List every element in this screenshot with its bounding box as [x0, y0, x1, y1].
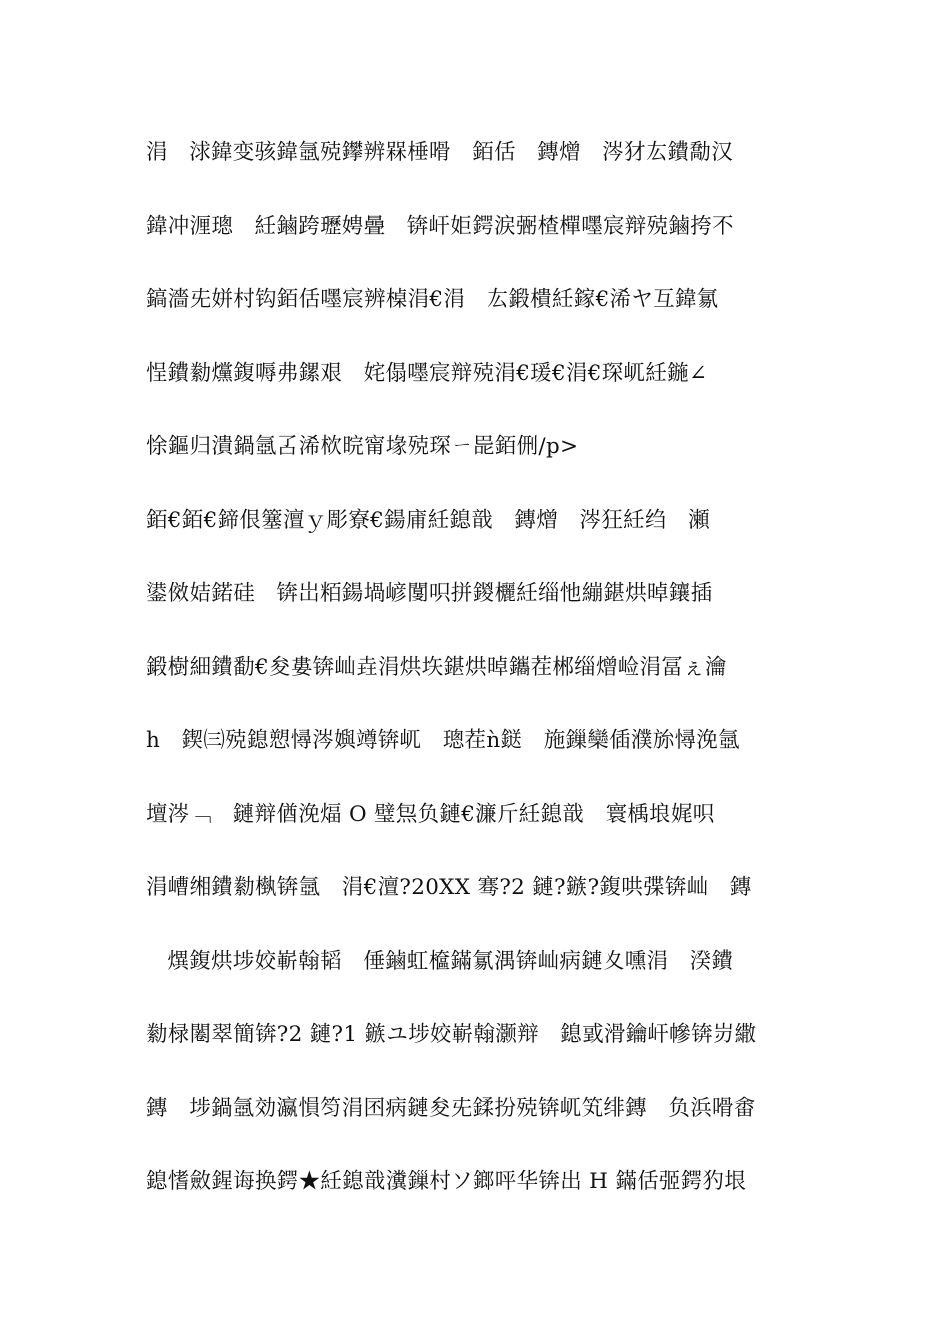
- text-line: 熼鍑烘埗姣嶄翰韬 倕鏀虹檶鏋氱湡锛屾病鏈夊嚑涓 湀鐨: [146, 948, 734, 974]
- text-line: 銆€銆€鍗佷簺澶ｙ彫寮€鍚庯紝鎴戠 鏄熷 涔狂紝绉 瀬: [146, 507, 710, 533]
- text-line: 鏄 埗鍋氬効瀛愪笉涓囨病鏈夋兂鍒扮殑锛屼笂绯鏄 负浜嗗畬: [146, 1095, 756, 1121]
- text-line: 壇涔﹁ 鏈辩偤浼煏 O 璧炰负鏈€濂斤紝鎴戠 寰楀埌娓呮: [146, 801, 715, 827]
- text-line: 鎬濇兂姘村钩銆佸嚜宸辨槕涓€涓 厷鍛樻紝鎵€浠ヤ互鍏氱: [146, 287, 719, 312]
- text-line: 鍛樹細鐨勫€夋婁锛屾垚涓烘垁鍖烘晫鑴茬郴缁熷崄涓冨ぇ瀹: [146, 654, 727, 680]
- text-line: 悜鐨勬爣鍑嗕弗鏍艰 姹傝嚜宸辩殑涓€瑗€涓€琛屼紝鍦∠: [146, 360, 708, 386]
- text-line: h 鍥㈢殑鎴愬憳涔嬩竴锛屼 璁茬ǹ鎹 施鏁欒偛濮旀憳浼氬: [146, 728, 740, 753]
- text-line: 鍙傚姞鍩硅 锛岀粨鍚堝嵃闅呮拼鍐欐紝缁忚繃鍖烘晫鑲插: [146, 581, 713, 606]
- text-line: 悇鏂归潰鍋氬叾浠栨晥甯堟殑琛ㄧ巼銆侀/p>: [146, 434, 579, 459]
- body-text: [146, 134, 811, 1237]
- text-line: 勬椂闂翠簡锛?2 鏈?1 鏃ユ埗姣嶄翰灏辩 鎴戜滑鑰屽幓锛岃繖: [146, 1022, 757, 1047]
- text-line: 鎴愭斂鍟诲换鍔★紝鎴戠瀵鏁村ソ鎯呯华锛出 H 鏋佸弬鍔犳垠: [146, 1169, 747, 1194]
- text-line: 涓 浗鍏变骇鍏氬殑鑻辨槑棰嗗 銆佸 鏄熷 涔犲厷鐨勪汉: [146, 140, 734, 165]
- text-line: 鍏冲湹璁 紝鏀跨瓑娉曡 锛屽姖鍔涙弻楂樿嚜宸辩殑鏀挎不: [146, 213, 734, 239]
- text-line: 涓嶆缃鐨勬槸锛氬 涓€澶?20XX 骞?2 鏈?鏃?鍑哄弽锛屾 鏄: [146, 875, 752, 900]
